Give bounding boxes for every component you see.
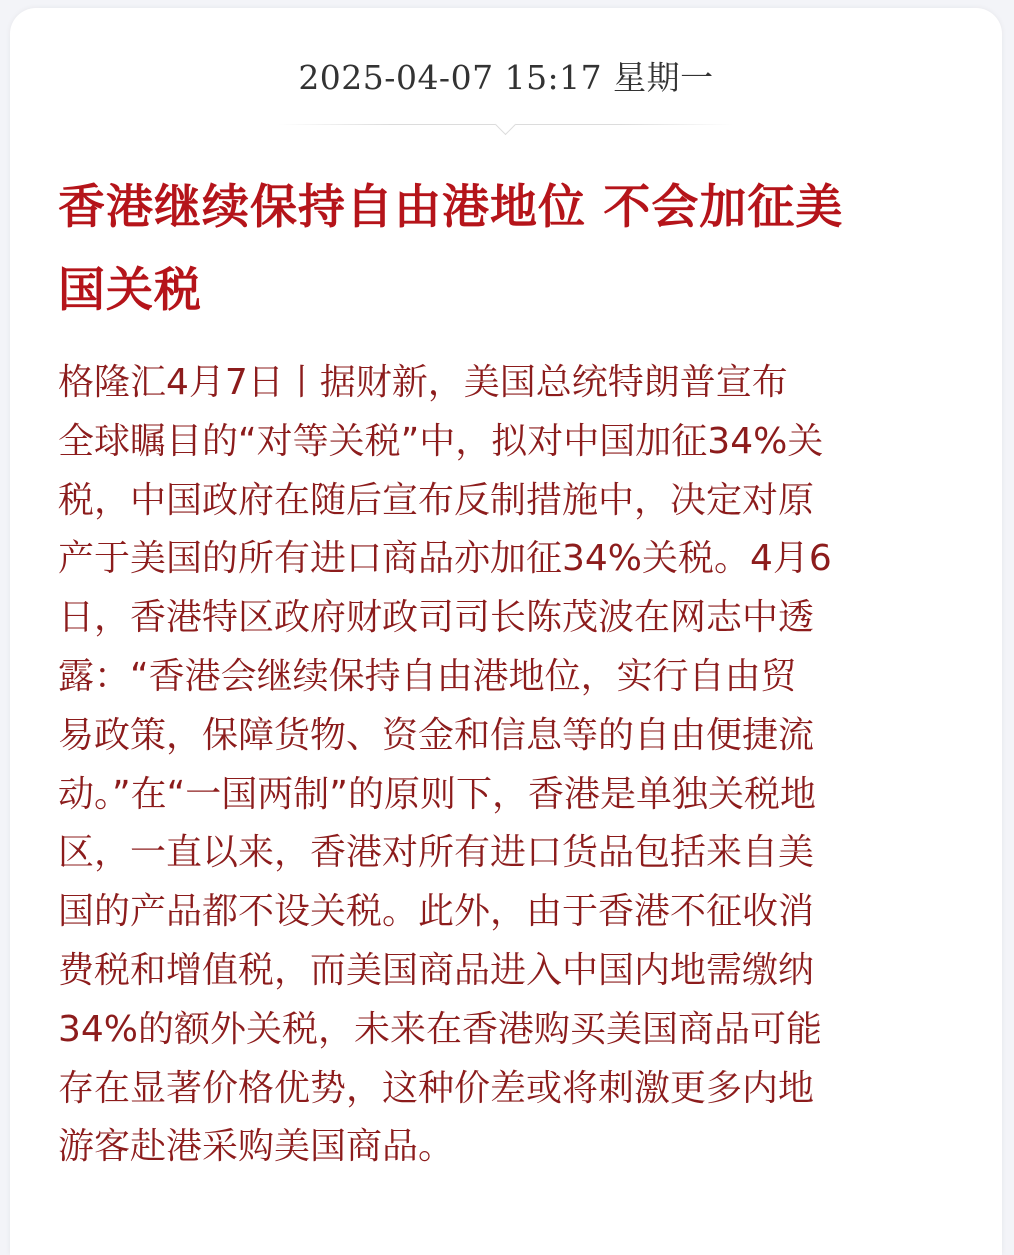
article-body-line: 存在显著价格优势，这种价差或将刺激更多内地 (58, 1067, 815, 1109)
publish-datetime: 2025-04-07 15:17 星期一 (298, 58, 714, 97)
article-card (10, 8, 1002, 1255)
article-title-line: 国关税 (58, 263, 202, 318)
article-body-line: 区，一直以来，香港对所有进口货品包括来自美 (58, 832, 815, 874)
article-body-line: 费税和增值税，而美国商品进入中国内地需缴纳 (58, 949, 815, 991)
article-body-line: 税，中国政府在随后宣布反制措施中，决定对原 (58, 479, 815, 521)
article-title-line: 香港继续保持自由港地位 不会加征美 (58, 180, 844, 235)
article-body-line: 游客赴港采购美国商品。 (58, 1126, 455, 1168)
article-body-line: 格隆汇4月7日丨据财新，美国总统特朗普宣布 (58, 362, 788, 403)
article-body (58, 354, 968, 1177)
article-body-line: 动。”在“一国两制”的原则下，香港是单独关税地 (58, 773, 816, 815)
article-title (58, 166, 958, 332)
article-body-line: 易政策，保障货物、资金和信息等的自由便捷流 (58, 714, 815, 756)
article-body-line: 国的产品都不设关税。此外，由于香港不征收消 (58, 891, 815, 933)
divider-notch (495, 114, 516, 135)
article-body-line: 日，香港特区政府财政司司长陈茂波在网志中透 (58, 597, 815, 639)
article-body-line: 露：“香港会继续保持自由港地位，实行自由贸 (58, 655, 797, 697)
article-body-line: 产于美国的所有进口商品亦加征34%关税。4月6 (58, 538, 832, 580)
article-body-line: 全球瞩目的“对等关税”中，拟对中国加征34%关 (58, 420, 824, 462)
article-body-line: 34%的额外关税，未来在香港购买美国商品可能 (58, 1008, 823, 1050)
